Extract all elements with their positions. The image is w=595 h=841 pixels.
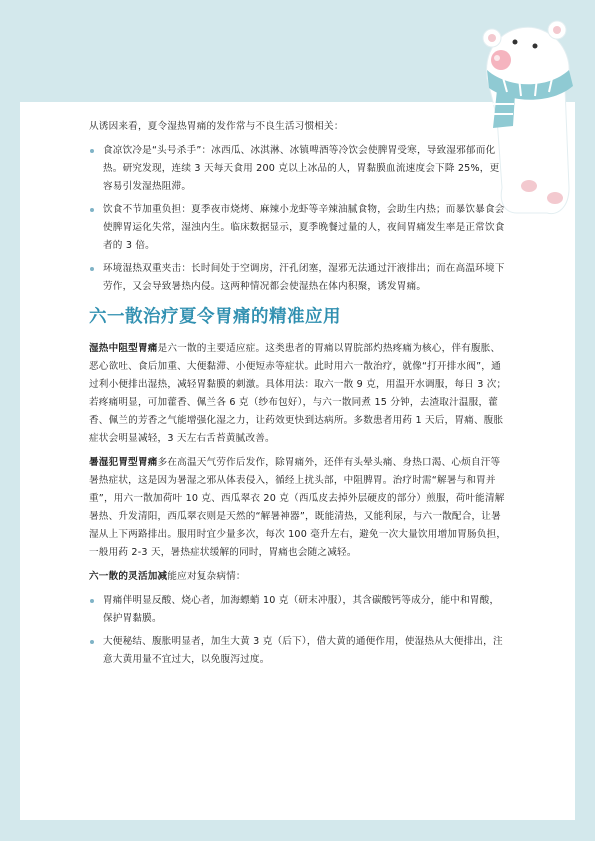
paragraph-text: 是六一散的主要适应症。这类患者的胃痛以胃脘部灼热疼痛为核心，伴有腹胀、恶心欲吐、食后加重、大便黏滞、小便短赤等症状。此时用六一散治疗，就像“打开排水阀”，通过利小便排出湿热，减轻胃黏膜的刺激。具体用法：取六一散 9 克，用温开水调服，每日 3 次；若疼痛明显，可加藿香、佩兰各 6 克（纱布包好），与六一散同煮 15 分钟，去渣取汁温服，藿香、佩兰的芳香之气能增强化湿之力，让药效更快到达病所。多数患者用药 1 天后，胃痛、腹胀症状会明显减轻，3 天左右舌苔黄腻改善。: [89, 343, 507, 444]
paragraph-lead: 湿热中阻型胃痛: [89, 343, 158, 354]
list-item: 食凉饮冷是“头号杀手”：冰西瓜、冰淇淋、冰镇啤酒等冷饮会使脾胃受寒，导致湿邪郁而化热。研究发现，连续 3 天每天食用 200 克以上冰品的人，胃黏膜血流速度会下降 25%，更容易引发湿热阻滞。: [89, 142, 509, 196]
paragraph-modifications: [89, 568, 509, 586]
section-title: 六一散治疗夏令胃痛的精准应用: [89, 307, 341, 327]
paragraph-lead: 暑湿犯胃型胃痛: [89, 457, 158, 468]
article-body: [89, 118, 509, 677]
causes-list: [89, 142, 509, 296]
list-item: 环境湿热双重夹击：长时间处于空调房，汗孔闭塞，湿邪无法通过汗液排出；而在高温环境下劳作，又会导致暑热内侵。这两种情况都会使湿热在体内积聚，诱发胃痛。: [89, 260, 509, 296]
list-item: 大便秘结、腹胀明显者，加生大黄 3 克（后下），借大黄的通便作用，使湿热从大便排出，注意大黄用量不宜过大，以免腹泻过度。: [89, 633, 509, 669]
paragraph-text: 能应对复杂病情：: [167, 571, 246, 582]
intro-paragraph: 从诱因来看，夏令湿热胃痛的发作常与不良生活习惯相关：: [89, 121, 344, 132]
list-item: 饮食不节加重负担：夏季夜市烧烤、麻辣小龙虾等辛辣油腻食物，会助生内热；而暴饮暴食会使脾胃运化失常，湿浊内生。临床数据显示，夏季晚餐过量的人，夜间胃痛发生率是正常饮食者的 3 倍。: [89, 201, 509, 255]
paragraph-summer-damp: [89, 454, 509, 562]
list-item: 胃痛伴明显反酸、烧心者，加海螵蛸 10 克（研末冲服），其含碳酸钙等成分，能中和胃酸，保护胃黏膜。: [89, 592, 509, 628]
paragraph-damp-heat: [89, 340, 509, 448]
additions-list: [89, 592, 509, 669]
paragraph-lead: 六一散的灵活加减: [89, 571, 168, 582]
paragraph-text: 多在高温天气劳作后发作，除胃痛外，还伴有头晕头痛、身热口渴、心烦自汗等暑热症状，这是因为暑湿之邪从体表侵入，循经上扰头部，中阻脾胃。治疗时需“解暑与和胃并重”，用六一散加荷叶 10 克、西瓜翠衣 20 克（西瓜皮去掉外层硬皮的部分）煎服，荷叶能清解暑热、升发清阳，西瓜翠衣则是天然的“解暑神器”，既能清热，又能利尿，与六一散配合，让暑湿从上下两路排出。服用时宜少量多次，每次 100 毫升左右，避免一次大量饮用增加胃肠负担，一般用药 2-3 天，暑热症状缓解的同时，胃痛也会随之减轻。: [89, 457, 507, 558]
